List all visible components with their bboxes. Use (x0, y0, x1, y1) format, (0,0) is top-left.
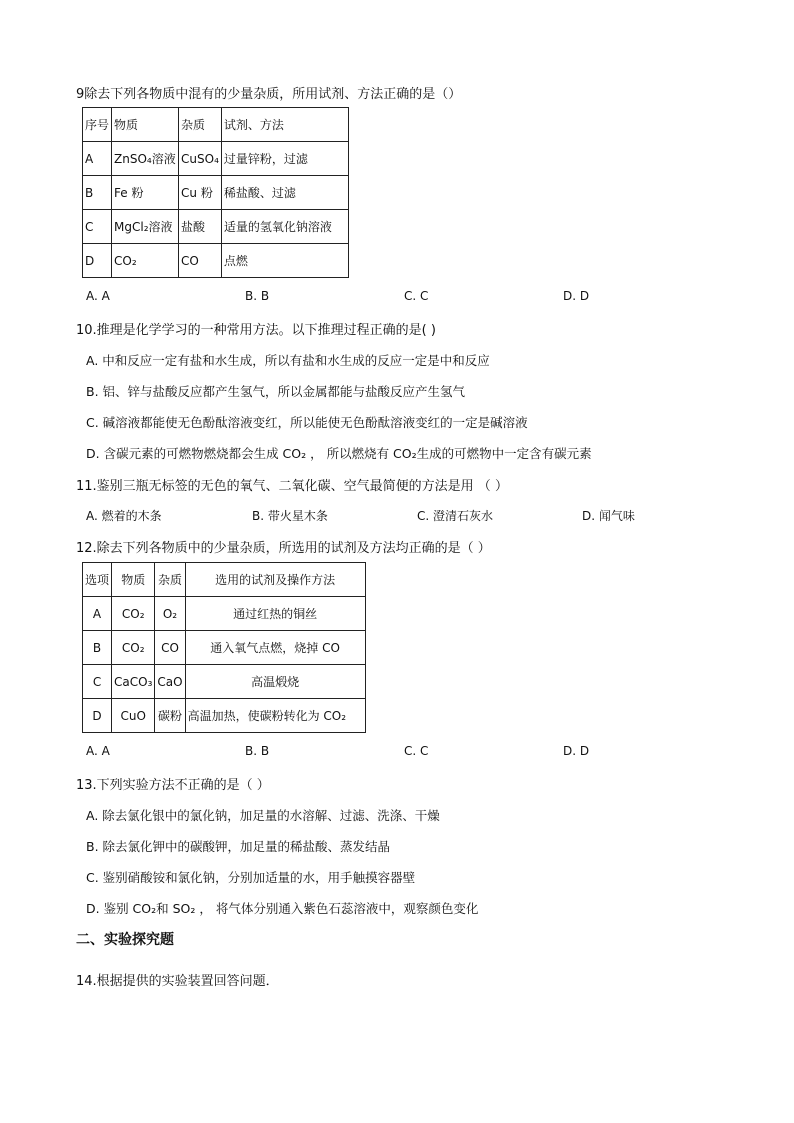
table-header-cell: 选项 (83, 563, 112, 597)
question-9-options (0, 289, 794, 305)
section-title: 二、实验探究题 (76, 932, 174, 948)
table-cell: CaO (155, 665, 185, 699)
question-12-text: 12.除去下列各物质中的少量杂质，所选用的试剂及方法均正确的是（ ） (76, 541, 491, 556)
question-13-text: 13.下列实验方法不正确的是（ ） (76, 778, 270, 793)
table-cell: Fe 粉 (112, 176, 179, 210)
table-row (83, 142, 349, 176)
option-a[interactable]: A. A (86, 744, 110, 758)
option-a[interactable]: A. 燃着的木条 (86, 509, 162, 523)
table-cell: D (83, 244, 112, 278)
table-header-cell: 物质 (112, 108, 179, 142)
option-a[interactable]: A. 除去氯化银中的氯化钠，加足量的水溶解、过滤、洗涤、干燥 (86, 808, 440, 823)
table-cell: CO₂ (112, 597, 155, 631)
table-cell: 高温加热，使碳粉转化为 CO₂ (185, 699, 365, 733)
table-cell: 高温煅烧 (185, 665, 365, 699)
option-b[interactable]: B. 铝、锌与盐酸反应都产生氢气，所以金属都能与盐酸反应产生氢气 (86, 384, 466, 399)
table-row (83, 631, 366, 665)
table-cell: ZnSO₄溶液 (112, 142, 179, 176)
table-cell: 通过红热的铜丝 (185, 597, 365, 631)
table-cell: A (83, 597, 112, 631)
table-cell: MgCl₂溶液 (112, 210, 179, 244)
option-d[interactable]: D. 含碳元素的可燃物燃烧都会生成 CO₂ ， 所以燃烧有 CO₂生成的可燃物中一定含有碳元素 (86, 446, 592, 461)
table-row (83, 244, 349, 278)
table-cell: C (83, 210, 112, 244)
table-cell: B (83, 176, 112, 210)
table-cell: D (83, 699, 112, 733)
table-row (83, 699, 366, 733)
table-cell: CuSO₄ (179, 142, 222, 176)
question-9-text: 9除去下列各物质中混有的少量杂质，所用试剂、方法正确的是（） (76, 87, 462, 102)
option-d[interactable]: D. D (563, 744, 590, 758)
table-cell: 碳粉 (155, 699, 185, 733)
table-row (83, 597, 366, 631)
question-10-text: 10.推理是化学学习的一种常用方法。以下推理过程正确的是( ) (76, 323, 436, 338)
table-cell: C (83, 665, 112, 699)
table-row (83, 665, 366, 699)
table-cell: 盐酸 (179, 210, 222, 244)
option-a[interactable]: A. 中和反应一定有盐和水生成，所以有盐和水生成的反应一定是中和反应 (86, 353, 490, 368)
question-12-table (82, 562, 366, 733)
table-cell: CuO (112, 699, 155, 733)
table-cell: 过量锌粉，过滤 (221, 142, 348, 176)
table-header-cell: 试剂、方法 (221, 108, 348, 142)
table-cell: CO (155, 631, 185, 665)
option-c[interactable]: C. 碱溶液都能使无色酚酞溶液变红，所以能使无色酚酞溶液变红的一定是碱溶液 (86, 415, 528, 430)
table-cell: 适量的氢氧化钠溶液 (221, 210, 348, 244)
table-cell: 稀盐酸、过滤 (221, 176, 348, 210)
table-cell: B (83, 631, 112, 665)
option-c[interactable]: C. 鉴别硝酸铵和氯化钠，分别加适量的水，用手触摸容器壁 (86, 870, 416, 885)
table-header-cell: 选用的试剂及操作方法 (185, 563, 365, 597)
table-cell: 点燃 (221, 244, 348, 278)
option-b[interactable]: B. 除去氯化钾中的碳酸钾，加足量的稀盐酸、蒸发结晶 (86, 839, 391, 854)
table-header-cell: 物质 (112, 563, 155, 597)
option-c[interactable]: C. C (404, 744, 429, 758)
option-d[interactable]: D. 闻气味 (582, 509, 635, 523)
option-a[interactable]: A. A (86, 289, 110, 303)
option-d[interactable]: D. 鉴别 CO₂和 SO₂ ， 将气体分别通入紫色石蕊溶液中，观察颜色变化 (86, 901, 479, 916)
option-d[interactable]: D. D (563, 289, 590, 303)
table-header-cell: 杂质 (155, 563, 185, 597)
option-b[interactable]: B. 带火星木条 (252, 509, 328, 523)
table-cell: 通入氧气点燃，烧掉 CO (185, 631, 365, 665)
question-12-options (0, 744, 794, 760)
question-11-text: 11.鉴别三瓶无标签的无色的氧气、二氧化碳、空气最简便的方法是用 （ ） (76, 479, 508, 494)
option-b[interactable]: B. B (245, 744, 270, 758)
question-14-text: 14.根据提供的实验装置回答问题． (76, 974, 279, 989)
table-row (83, 210, 349, 244)
table-header-row (83, 108, 349, 142)
table-cell: A (83, 142, 112, 176)
table-header-cell: 序号 (83, 108, 112, 142)
table-cell: CO₂ (112, 244, 179, 278)
question-9-table (82, 107, 349, 278)
table-header-cell: 杂质 (179, 108, 222, 142)
table-cell: O₂ (155, 597, 185, 631)
option-b[interactable]: B. B (245, 289, 270, 303)
table-cell: CaCO₃ (112, 665, 155, 699)
table-cell: CO (179, 244, 222, 278)
question-11-options (0, 507, 794, 523)
option-c[interactable]: C. C (404, 289, 429, 303)
table-row (83, 176, 349, 210)
table-header-row (83, 563, 366, 597)
table-cell: Cu 粉 (179, 176, 222, 210)
option-c[interactable]: C. 澄清石灰水 (417, 509, 494, 523)
table-cell: CO₂ (112, 631, 155, 665)
